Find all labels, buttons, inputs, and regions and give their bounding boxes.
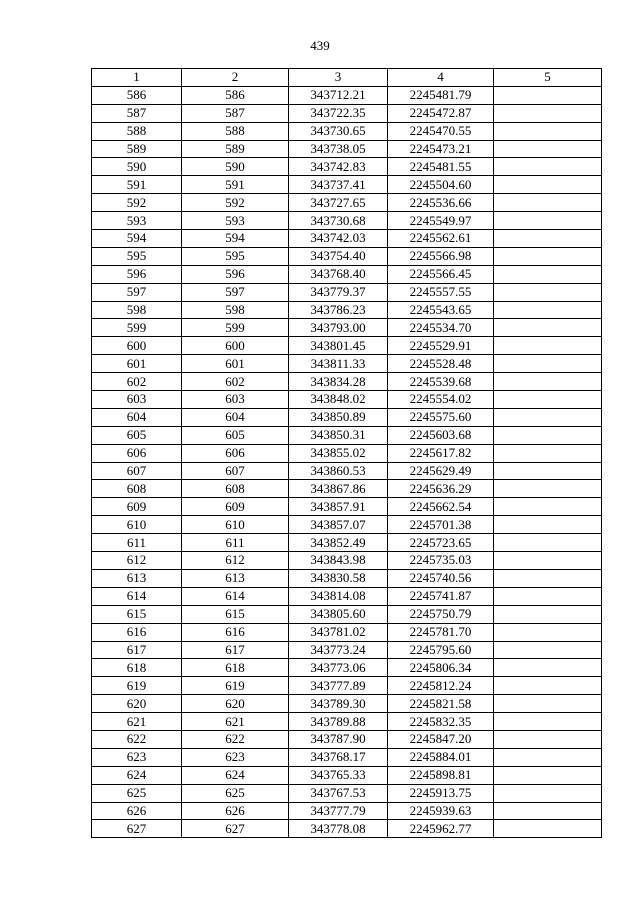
table-cell-col-2: 616: [182, 623, 289, 641]
table-cell-col-5: [494, 516, 602, 534]
table-row: [92, 569, 602, 587]
table-cell-col-2: 594: [182, 230, 289, 248]
table-row: [92, 713, 602, 731]
table-cell-col-2: 606: [182, 444, 289, 462]
table-row: [92, 355, 602, 373]
table-cell-col-2: 601: [182, 355, 289, 373]
header-col-3: 3: [289, 69, 388, 87]
table-cell-col-1: 614: [92, 587, 182, 605]
table-row: [92, 391, 602, 409]
table-cell-col-5: [494, 212, 602, 230]
table-cell-col-4: 2245884.01: [388, 748, 494, 766]
table-cell-col-5: [494, 766, 602, 784]
table-cell-col-4: 2245557.55: [388, 283, 494, 301]
table-cell-col-3: 343860.53: [289, 462, 388, 480]
table-cell-col-1: 627: [92, 820, 182, 838]
table-cell-col-1: 588: [92, 122, 182, 140]
table-cell-col-3: 343834.28: [289, 373, 388, 391]
table-cell-col-3: 343850.31: [289, 426, 388, 444]
table-cell-col-2: 620: [182, 695, 289, 713]
table-cell-col-3: 343811.33: [289, 355, 388, 373]
table-row: [92, 283, 602, 301]
table-cell-col-4: 2245528.48: [388, 355, 494, 373]
table-row: [92, 480, 602, 498]
table-cell-col-1: 624: [92, 766, 182, 784]
table-cell-col-5: [494, 784, 602, 802]
table-cell-col-5: [494, 86, 602, 104]
table-cell-col-4: 2245543.65: [388, 301, 494, 319]
table-cell-col-1: 622: [92, 730, 182, 748]
table-cell-col-2: 599: [182, 319, 289, 337]
table-row: [92, 319, 602, 337]
table-cell-col-1: 625: [92, 784, 182, 802]
table-cell-col-2: 626: [182, 802, 289, 820]
table-row: [92, 498, 602, 516]
table-cell-col-5: [494, 569, 602, 587]
table-cell-col-2: 611: [182, 534, 289, 552]
header-col-5: 5: [494, 69, 602, 87]
table-row: [92, 552, 602, 570]
table-cell-col-4: 2245795.60: [388, 641, 494, 659]
table-cell-col-5: [494, 140, 602, 158]
table-cell-col-2: 612: [182, 552, 289, 570]
table-row: [92, 373, 602, 391]
header-col-4: 4: [388, 69, 494, 87]
table-cell-col-3: 343773.24: [289, 641, 388, 659]
table-cell-col-2: 615: [182, 605, 289, 623]
table-cell-col-5: [494, 605, 602, 623]
table-cell-col-1: 626: [92, 802, 182, 820]
table-cell-col-1: 620: [92, 695, 182, 713]
table-cell-col-2: 591: [182, 176, 289, 194]
table-cell-col-1: 611: [92, 534, 182, 552]
table-cell-col-3: 343857.91: [289, 498, 388, 516]
table-cell-col-1: 592: [92, 194, 182, 212]
table-row: [92, 122, 602, 140]
table-row: [92, 408, 602, 426]
table-cell-col-5: [494, 355, 602, 373]
table-row: [92, 462, 602, 480]
table-cell-col-4: 2245566.45: [388, 265, 494, 283]
table-cell-col-4: 2245549.97: [388, 212, 494, 230]
table-cell-col-3: 343722.35: [289, 104, 388, 122]
table-cell-col-2: 610: [182, 516, 289, 534]
table-cell-col-2: 621: [182, 713, 289, 731]
table-cell-col-5: [494, 623, 602, 641]
table-cell-col-4: 2245481.55: [388, 158, 494, 176]
table-cell-col-3: 343768.40: [289, 265, 388, 283]
table-cell-col-2: 614: [182, 587, 289, 605]
table-cell-col-4: 2245821.58: [388, 695, 494, 713]
table-row: [92, 426, 602, 444]
table-cell-col-3: 343730.68: [289, 212, 388, 230]
table-cell-col-5: [494, 373, 602, 391]
table-row: [92, 516, 602, 534]
table-cell-col-3: 343778.08: [289, 820, 388, 838]
table-cell-col-3: 343738.05: [289, 140, 388, 158]
table-cell-col-3: 343742.83: [289, 158, 388, 176]
table-cell-col-4: 2245812.24: [388, 677, 494, 695]
table-cell-col-3: 343801.45: [289, 337, 388, 355]
table-row: [92, 301, 602, 319]
table-cell-col-5: [494, 534, 602, 552]
table-cell-col-3: 343843.98: [289, 552, 388, 570]
table-cell-col-4: 2245539.68: [388, 373, 494, 391]
coordinates-table: [91, 68, 602, 838]
table-row: [92, 766, 602, 784]
table-row: [92, 641, 602, 659]
table-cell-col-2: 607: [182, 462, 289, 480]
table-cell-col-1: 596: [92, 265, 182, 283]
table-cell-col-3: 343727.65: [289, 194, 388, 212]
table-cell-col-1: 616: [92, 623, 182, 641]
table-cell-col-3: 343814.08: [289, 587, 388, 605]
table-header: [92, 69, 602, 87]
table-cell-col-2: 602: [182, 373, 289, 391]
table-cell-col-1: 604: [92, 408, 182, 426]
table-row: [92, 444, 602, 462]
table-cell-col-3: 343787.90: [289, 730, 388, 748]
header-col-2: 2: [182, 69, 289, 87]
table-cell-col-3: 343754.40: [289, 247, 388, 265]
table-cell-col-2: 595: [182, 247, 289, 265]
table-cell-col-2: 617: [182, 641, 289, 659]
table-cell-col-4: 2245832.35: [388, 713, 494, 731]
table-cell-col-3: 343789.30: [289, 695, 388, 713]
table-row: [92, 247, 602, 265]
table-row: [92, 265, 602, 283]
table-cell-col-2: 598: [182, 301, 289, 319]
table-cell-col-1: 619: [92, 677, 182, 695]
table-cell-col-5: [494, 104, 602, 122]
table-cell-col-1: 587: [92, 104, 182, 122]
table-cell-col-4: 2245629.49: [388, 462, 494, 480]
table-cell-col-1: 610: [92, 516, 182, 534]
table-cell-col-5: [494, 194, 602, 212]
table-cell-col-2: 596: [182, 265, 289, 283]
table-cell-col-2: 625: [182, 784, 289, 802]
table-cell-col-4: 2245723.65: [388, 534, 494, 552]
table-cell-col-1: 608: [92, 480, 182, 498]
table-cell-col-1: 607: [92, 462, 182, 480]
table-cell-col-1: 591: [92, 176, 182, 194]
table-cell-col-3: 343852.49: [289, 534, 388, 552]
table-cell-col-4: 2245741.87: [388, 587, 494, 605]
table-cell-col-1: 602: [92, 373, 182, 391]
table-cell-col-4: 2245735.03: [388, 552, 494, 570]
table-cell-col-3: 343830.58: [289, 569, 388, 587]
table-cell-col-1: 623: [92, 748, 182, 766]
table-cell-col-3: 343793.00: [289, 319, 388, 337]
table-cell-col-4: 2245806.34: [388, 659, 494, 677]
table-row: [92, 194, 602, 212]
table-cell-col-5: [494, 301, 602, 319]
table-cell-col-5: [494, 677, 602, 695]
table-cell-col-5: [494, 426, 602, 444]
table-cell-col-3: 343786.23: [289, 301, 388, 319]
table-cell-col-2: 592: [182, 194, 289, 212]
table-cell-col-5: [494, 319, 602, 337]
table-row: [92, 784, 602, 802]
table-cell-col-5: [494, 480, 602, 498]
table-cell-col-3: 343805.60: [289, 605, 388, 623]
table-cell-col-1: 601: [92, 355, 182, 373]
table-cell-col-4: 2245913.75: [388, 784, 494, 802]
table-row: [92, 534, 602, 552]
table-cell-col-3: 343777.79: [289, 802, 388, 820]
table-cell-col-1: 603: [92, 391, 182, 409]
table-cell-col-1: 605: [92, 426, 182, 444]
header-row: [92, 69, 602, 87]
table-cell-col-2: 627: [182, 820, 289, 838]
table-cell-col-1: 618: [92, 659, 182, 677]
table-cell-col-3: 343781.02: [289, 623, 388, 641]
table-cell-col-4: 2245554.02: [388, 391, 494, 409]
table-cell-col-5: [494, 695, 602, 713]
table-cell-col-5: [494, 713, 602, 731]
table-row: [92, 623, 602, 641]
table-cell-col-3: 343712.21: [289, 86, 388, 104]
table-cell-col-5: [494, 265, 602, 283]
table-cell-col-4: 2245536.66: [388, 194, 494, 212]
table-cell-col-2: 619: [182, 677, 289, 695]
table-cell-col-1: 621: [92, 713, 182, 731]
table-cell-col-3: 343789.88: [289, 713, 388, 731]
table-cell-col-4: 2245481.79: [388, 86, 494, 104]
table-row: [92, 140, 602, 158]
table-cell-col-1: 593: [92, 212, 182, 230]
table-cell-col-4: 2245750.79: [388, 605, 494, 623]
table-cell-col-4: 2245473.21: [388, 140, 494, 158]
table-cell-col-4: 2245617.82: [388, 444, 494, 462]
table-row: [92, 730, 602, 748]
table-cell-col-2: 608: [182, 480, 289, 498]
table-cell-col-2: 605: [182, 426, 289, 444]
table-cell-col-4: 2245470.55: [388, 122, 494, 140]
table-cell-col-5: [494, 587, 602, 605]
table-cell-col-4: 2245939.63: [388, 802, 494, 820]
table-cell-col-1: 594: [92, 230, 182, 248]
table-cell-col-2: 624: [182, 766, 289, 784]
table-cell-col-3: 343773.06: [289, 659, 388, 677]
table-cell-col-2: 587: [182, 104, 289, 122]
header-col-1: 1: [92, 69, 182, 87]
table-cell-col-5: [494, 408, 602, 426]
table-cell-col-2: 590: [182, 158, 289, 176]
table-cell-col-4: 2245472.87: [388, 104, 494, 122]
table-cell-col-2: 597: [182, 283, 289, 301]
table-cell-col-2: 618: [182, 659, 289, 677]
table-cell-col-2: 593: [182, 212, 289, 230]
table-cell-col-5: [494, 802, 602, 820]
table-cell-col-5: [494, 391, 602, 409]
table-cell-col-5: [494, 659, 602, 677]
table-cell-col-1: 617: [92, 641, 182, 659]
table-cell-col-4: 2245575.60: [388, 408, 494, 426]
table-cell-col-3: 343848.02: [289, 391, 388, 409]
table-cell-col-3: 343730.65: [289, 122, 388, 140]
table-row: [92, 104, 602, 122]
table-row: [92, 176, 602, 194]
table-cell-col-2: 589: [182, 140, 289, 158]
table-cell-col-3: 343742.03: [289, 230, 388, 248]
table-cell-col-1: 598: [92, 301, 182, 319]
table-cell-col-5: [494, 176, 602, 194]
table-cell-col-3: 343737.41: [289, 176, 388, 194]
table-body: [92, 86, 602, 837]
table-cell-col-1: 612: [92, 552, 182, 570]
table-cell-col-3: 343850.89: [289, 408, 388, 426]
table-cell-col-1: 599: [92, 319, 182, 337]
table-cell-col-1: 606: [92, 444, 182, 462]
table-cell-col-5: [494, 820, 602, 838]
table-cell-col-2: 622: [182, 730, 289, 748]
table-cell-col-2: 613: [182, 569, 289, 587]
table-cell-col-2: 600: [182, 337, 289, 355]
table-cell-col-4: 2245740.56: [388, 569, 494, 587]
table-cell-col-3: 343765.33: [289, 766, 388, 784]
table-cell-col-5: [494, 748, 602, 766]
table-cell-col-5: [494, 730, 602, 748]
table-row: [92, 587, 602, 605]
table-row: [92, 820, 602, 838]
table-cell-col-5: [494, 283, 602, 301]
table-row: [92, 677, 602, 695]
table-cell-col-3: 343855.02: [289, 444, 388, 462]
table-cell-col-5: [494, 498, 602, 516]
table-cell-col-4: 2245701.38: [388, 516, 494, 534]
table-cell-col-4: 2245662.54: [388, 498, 494, 516]
table-cell-col-5: [494, 158, 602, 176]
table-cell-col-2: 609: [182, 498, 289, 516]
table-row: [92, 230, 602, 248]
table-cell-col-2: 604: [182, 408, 289, 426]
table-cell-col-2: 588: [182, 122, 289, 140]
table-cell-col-5: [494, 462, 602, 480]
table-cell-col-1: 590: [92, 158, 182, 176]
table-cell-col-4: 2245781.70: [388, 623, 494, 641]
table-row: [92, 158, 602, 176]
table-cell-col-2: 586: [182, 86, 289, 104]
table-cell-col-1: 586: [92, 86, 182, 104]
table-cell-col-4: 2245566.98: [388, 247, 494, 265]
table-cell-col-3: 343857.07: [289, 516, 388, 534]
table-cell-col-3: 343767.53: [289, 784, 388, 802]
table-cell-col-3: 343867.86: [289, 480, 388, 498]
table-cell-col-5: [494, 444, 602, 462]
table-cell-col-4: 2245603.68: [388, 426, 494, 444]
table-row: [92, 802, 602, 820]
table-cell-col-4: 2245898.81: [388, 766, 494, 784]
table-row: [92, 212, 602, 230]
table-cell-col-4: 2245534.70: [388, 319, 494, 337]
table-row: [92, 86, 602, 104]
table-cell-col-1: 589: [92, 140, 182, 158]
table-cell-col-4: 2245962.77: [388, 820, 494, 838]
table-row: [92, 659, 602, 677]
table-cell-col-4: 2245847.20: [388, 730, 494, 748]
table-row: [92, 748, 602, 766]
table-cell-col-1: 615: [92, 605, 182, 623]
table-cell-col-5: [494, 641, 602, 659]
table-cell-col-3: 343768.17: [289, 748, 388, 766]
table-cell-col-5: [494, 230, 602, 248]
table-cell-col-2: 603: [182, 391, 289, 409]
table-row: [92, 695, 602, 713]
table-cell-col-1: 595: [92, 247, 182, 265]
table-cell-col-2: 623: [182, 748, 289, 766]
table-cell-col-5: [494, 247, 602, 265]
table-cell-col-1: 609: [92, 498, 182, 516]
table-cell-col-4: 2245562.61: [388, 230, 494, 248]
table-cell-col-4: 2245504.60: [388, 176, 494, 194]
table-cell-col-3: 343777.89: [289, 677, 388, 695]
table-cell-col-1: 597: [92, 283, 182, 301]
table-row: [92, 605, 602, 623]
table-row: [92, 337, 602, 355]
table-cell-col-4: 2245529.91: [388, 337, 494, 355]
table-cell-col-4: 2245636.29: [388, 480, 494, 498]
table-cell-col-3: 343779.37: [289, 283, 388, 301]
table-cell-col-5: [494, 337, 602, 355]
page-number: 439: [310, 38, 330, 53]
table-cell-col-1: 613: [92, 569, 182, 587]
table-cell-col-1: 600: [92, 337, 182, 355]
table-cell-col-5: [494, 552, 602, 570]
table-cell-col-5: [494, 122, 602, 140]
